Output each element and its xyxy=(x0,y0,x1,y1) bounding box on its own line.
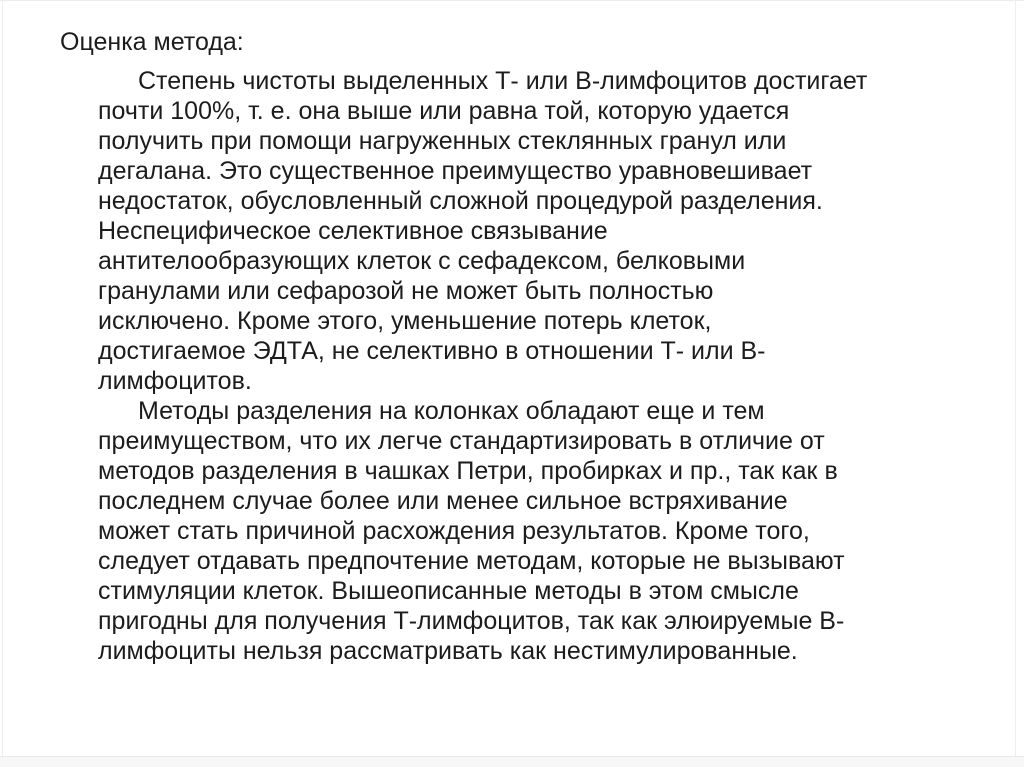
text-line: лимфоциты нельзя рассматривать как нестимулированные. xyxy=(98,637,798,665)
text-line: следует отдавать предпочтение методам, которые не вызывают xyxy=(98,547,845,575)
text-line: Степень чистоты выделенных Т- или В-лимфоцитов достигает xyxy=(138,67,868,95)
text-line: может стать причиной расхождения результатов. Кроме того, xyxy=(98,517,810,545)
text-line: достигаемое ЭДТА, не селективно в отношении Т- или В- xyxy=(98,337,766,365)
paragraphs xyxy=(60,66,990,666)
slide-content xyxy=(60,27,990,666)
text-line: получить при помощи нагруженных стеклянных гранул или xyxy=(98,127,787,155)
slide-bottom-strip xyxy=(0,756,1024,767)
text-line: недостаток, обусловленный сложной процедурой разделения. xyxy=(98,187,823,215)
text-line: лимфоцитов. xyxy=(98,367,252,395)
paragraph xyxy=(98,66,990,396)
text-line: последнем случае более или менее сильное встряхивание xyxy=(98,487,788,515)
slide-title: Оценка метода: xyxy=(60,28,244,56)
text-line: Неспецифическое селективное связывание xyxy=(98,217,608,245)
text-line: антителообразующих клеток с сефадексом, белковыми xyxy=(98,247,746,275)
slide-top-edge xyxy=(0,0,1024,1)
text-line: методов разделения в чашках Петри, пробирках и пр., так как в xyxy=(98,457,838,485)
slide-right-edge xyxy=(1015,0,1016,758)
paragraph xyxy=(98,396,990,666)
text-line: дегалана. Это существенное преимущество уравновешивает xyxy=(98,157,813,185)
text-line: почти 100%, т. е. она выше или равна той, которую удается xyxy=(98,97,790,125)
text-line: стимуляции клеток. Вышеописанные методы в этом смысле xyxy=(98,577,799,605)
slide-left-edge xyxy=(2,0,3,758)
text-line: пригодны для получения Т-лимфоцитов, так как элюируемые В- xyxy=(98,607,845,635)
text-line: исключено. Кроме этого, уменьшение потерь клеток, xyxy=(98,307,712,335)
text-line: преимуществом, что их легче стандартизировать в отличие от xyxy=(98,427,825,455)
text-line: гранулами или сефарозой не может быть полностью xyxy=(98,277,714,305)
text-line: Методы разделения на колонках обладают еще и тем xyxy=(138,397,765,425)
